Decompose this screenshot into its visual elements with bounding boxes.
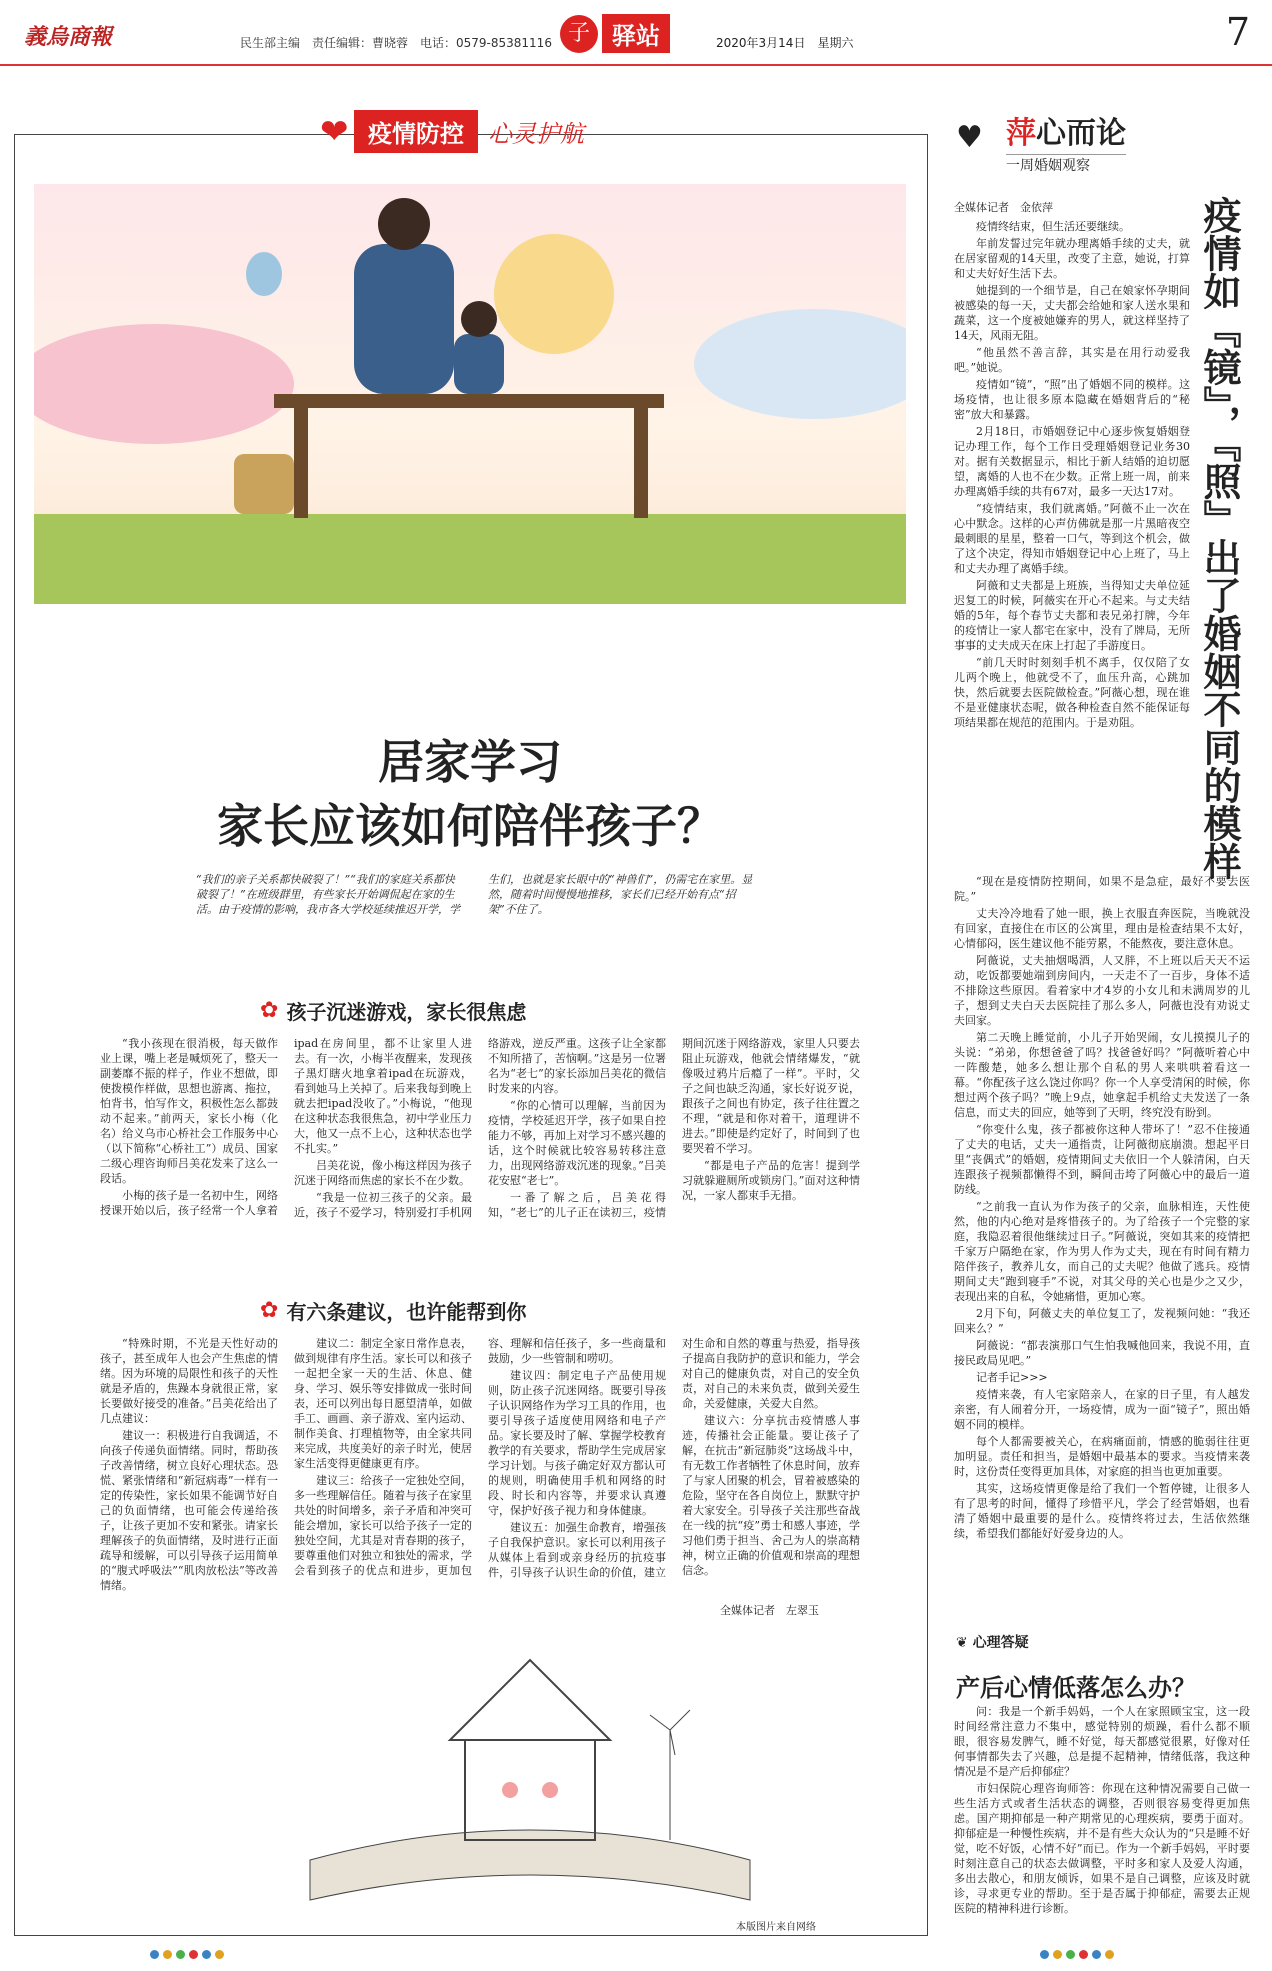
paragraph: 第二天晚上睡觉前，小儿子开始哭闹，女儿摸摸儿子的头说：“弟弟，你想爸爸了吗？找爸爸好吗？”阿薇听着心中一阵酸楚，她多么想让那个自私的男人来哄哄着看这一幕。“你配孩子这么饶过你吗？你一个人享受清闲的时候，你想过两个孩子吗？”晚上9点，她拿起手机给丈夫发送了一条信息，而丈夫的回应，她等到了天明，终究没有盼到。 (954, 1031, 1250, 1119)
headline-line-2: 家长应该如何陪伴孩子？ (217, 799, 723, 853)
article-intro: “我们的亲子关系都快破裂了！”“我们的家庭关系都快破裂了！”在班级群里，有些家长开始调侃起在家的生活。由于疫情的影响，我市各大学校延续推迟开学，学生们，也就是家长眼中的“神兽们”，仍需宅在家里。显然，随着时间慢慢地推移，家长们已经开始有点“招架”不住了。 (196, 873, 753, 916)
subhead-1-text: 孩子沉迷游戏，家长很焦虑 (286, 1000, 527, 1024)
section-2-body (100, 1336, 860, 1596)
paragraph: 建议四：制定电子产品使用规则，防止孩子沉迷网络。既要引导孩子认识网络作为学习工具的作用，也要引导孩子适度使用网络和电子产品。家长要及时了解、掌握学校教育教学的有关要求，帮助学生完成居家学习计划。与孩子确定好双方都认可的规则，明确使用手机和网络的时段、时长和内容等，并要求认真遵守，保护好孩子视力和身体健康。 (488, 1369, 666, 1517)
paragraph: “你的心情可以理解，当前因为疫情，学校延迟开学，孩子如果自控能力不够，再加上对学习不感兴趣的话，这个时候就比较容易转移注意力，出现网络游戏沉迷的现象。”吕美花安慰“老七”。 (488, 1099, 666, 1187)
footer-dots-right (1040, 1950, 1114, 1959)
section-banner (320, 110, 584, 153)
paragraph: 问：我是一个新手妈妈，一个人在家照顾宝宝，这一段时间经常注意力不集中，感觉特别的烦躁，看什么都不顺眼，很容易发脾气，睡不好觉，每天都感觉很累，好像对任何事情都失去了兴趣，总是提不起精神，情绪低落，我这种情况是不是产后抑郁症？ (954, 1705, 1250, 1778)
paragraph: 她提到的一个细节是，自己在娘家怀孕期间被感染的每一天，丈夫都会给她和家人送水果和蔬菜，这一个度被她嫌弃的男人，就这样坚持了14天，风雨无阻。 (954, 284, 1190, 342)
section-name: 驿站 (602, 14, 670, 53)
brush-mark-icon: ✿ (260, 998, 279, 1023)
brush-mark-icon: ✿ (260, 1298, 279, 1323)
subhead-2-text: 有六条建议，也许能帮到你 (286, 1300, 527, 1324)
column-title (1006, 108, 1126, 152)
paragraph: 建议六：分享抗击疫情感人事迹，传播社会正能量。要让孩子了解，在抗击“新冠肺炎”这场战斗中，有无数工作者牺牲了休息时间，放弃了与家人团聚的机会，冒着被感染的危险，坚守在各自岗位上，默默守护着大家安全。引导孩子关注那些奋战在一线的抗“疫”勇士和感人事迹，学习他们勇于担当、舍己为人的崇高精神，树立正确的价值观和崇高的理想信念。 (682, 1414, 860, 1577)
paragraph: “前几天时时刻刻手机不离手，仅仅陪了女儿两个晚上，他就受不了，血压升高，心跳加快，然后就要去医院做检查。”阿薇心想，现在谁不是亚健康状态呢，做各种检查自然不能保证每项结果都在规范的范围内。于是劝阻。 (954, 656, 1190, 729)
paragraph: “他虽然不善言辞，其实是在用行动爱我吧。”她说。 (954, 346, 1190, 374)
column-byline: 全媒体记者 金依萍 (954, 201, 1053, 214)
paragraph: “特殊时期，不光是天性好动的孩子，甚至成年人也会产生焦虑的情绪。因为环境的局限性和孩子的天性就是矛盾的，焦躁本身就很正常，家长要做好接受的准备。”吕美花给出了几点建议： (100, 1337, 278, 1425)
article-byline: 全媒体记者 左翠玉 (720, 1604, 819, 1617)
paragraph: 建议三：给孩子一定独处空间，多一些理解信任。随着与孩子在家里共处的时间增多，亲子矛盾和冲突可能会增加，家长可以给予孩子一定的独处空间，尤其是对青春期的孩子，要尊重他们对独立和独处的需求，学会看到孩子的优点和进步，更加包容、理解和信任孩子，多一些商量和鼓励，少一些管制和唠叨。 (294, 1337, 666, 1577)
page-number: 7 (1225, 10, 1250, 54)
paragraph: “之前我一直认为作为孩子的父亲，血脉相连，天性使然，他的内心绝对是疼惜孩子的。为了给孩子一个完整的家庭，我隐忍着很他继续过日子。”阿薇说，突如其来的疫情把千家万户隔绝在家，作为男人作为丈夫，现在有时间有精力陪伴孩子，教养儿女，而自己的丈夫呢？他做了逃兵。疫情期间丈夫“跑到寝手”不说，对其父母的关心也是少之又少，表现出来的自私，令她痛惜，更加心寒。 (954, 1200, 1250, 1303)
paragraph: 疫情终结束，但生活还要继续。 (976, 220, 1130, 233)
issue-date: 2020年3月14日 星期六 (716, 36, 854, 50)
banner-subtitle: 心灵护航 (488, 120, 584, 148)
paragraph: “你变什么鬼，孩子都被你这种人带坏了！”忍不住接通了丈夫的电话，丈夫一通指责，让阿薇彻底崩溃。想起平日里“丧偶式”的婚姻，疫情期间丈夫依旧一个人躲清闲，白天连跟孩子视频都懒得不到，瞬间击垮了阿薇心中的最后一道防线。 (954, 1123, 1250, 1196)
paragraph: 疫情来袭，有人宅家陪亲人，在家的日子里，有人越发亲密，有人闹着分开，一场疫情，成为一面“镜子”，照出婚姻不同的模样。 (954, 1388, 1250, 1431)
paragraph: 建议一：积极进行自我调适，不向孩子传递负面情绪。同时，帮助孩子改善情绪，树立良好心理状态。恐慌、紧张情绪和“新冠病毒”一样有一定的传染性，家长如果不能调节好自己的负面情绪，也可能会传递给孩子，让孩子更加不安和紧张。请家长理解孩子的负面情绪，及时进行正面疏导和缓解，可以引导孩子运用简单的“腹式呼吸法”“肌肉放松法”等改善情绪。 (100, 1429, 278, 1592)
qa-label-text: 心理答疑 (972, 1635, 1029, 1651)
footer-dots-left (150, 1950, 224, 1959)
subhead-2 (260, 1296, 526, 1325)
column-title-rest: 心而论 (1036, 116, 1126, 151)
paragraph: 阿薇说，丈夫抽烟喝酒，人又胖，不上班以后天天不运动，吃饭都要她端到房间内，一天走不了一百步，身体不适不排除这些原因。看着家中才4岁的小女儿和未满周岁的儿子，想到丈夫白天去医院挂了那么多人，阿薇也没有劝说丈夫回家。 (954, 954, 1250, 1027)
qa-icon: ❦ (956, 1635, 973, 1651)
column-body-bottom (954, 874, 1250, 1543)
book-house-illustration (250, 1600, 810, 1930)
paragraph: 2月下旬，阿薇丈夫的单位复工了，发视频问她：“我还回来么？” (954, 1307, 1250, 1335)
paragraph: 每个人都需要被关心，在病痛面前，情感的脆弱往往更加明显。责任和担当，是婚姻中最基本的要求。当疫情来袭时，这份责任变得更加具体，对家庭的担当也更加重要。 (954, 1435, 1250, 1478)
paragraph: “现在是疫情防控期间，如果不是急症，最好不要去医院。” (954, 875, 1250, 903)
paragraph: “我小孩现在很消极，每天做作业上课，嘴上老是喊烦死了，整天一副萎靡不振的样子，作业不想做，即使拨模作样做，思想也游离、拖拉，怕背书，怕写作文，积极性怎么都鼓动不起来。”前两天，家长小梅（化名）给义乌市心桥社会工作服务中心（以下简称“心桥社工”）成员、国家二级心理咨询师吕美花发来了这么一段话。 (100, 1037, 278, 1185)
heart-icon: ❤ (320, 111, 349, 152)
paragraph: 阿薇说：“都表演那口气生怕我喊他回来，我说不用，直接民政局见吧。” (954, 1339, 1250, 1367)
paragraph: 丈夫冷冷地看了她一眼，换上衣服直奔医院，当晚就没有回家，直接住在市区的公寓里，理由是检查结果不太好，心情郁闷，医生建议他不能劳累，不能熬夜，要注意休息。 (954, 907, 1250, 950)
qa-title: 产后心情低落怎么办？ (956, 1674, 1196, 1702)
paragraph: 建议二：制定全家日常作息表，做到规律有序生活。家长可以和孩子一起把全家一天的生活、休息、健身、学习、娱乐等安排做成一张时间表，还可以列出每日愿望清单，如做手工、画画、亲子游戏、室内运动、制作美食、打理植物等，由全家共同来完成，共度美好的亲子时光，使居家生活变得更健康更有序。 (294, 1337, 472, 1470)
paragraph: “我是一位初三孩子的父亲。最近，孩子不爱学习，特别爱打手机网络游戏，逆反严重。这孩子让全家都不知所措了，苦恼啊。”这是另一位署名为“老七”的家长添加吕美花的微信时发来的内容。 (294, 1037, 666, 1219)
image-credit: 本版图片来自网络 (736, 1922, 816, 1933)
paragraph: 其实，这场疫情更像是给了我们一个暂停键，让很多人有了思考的时间，懂得了珍惜平凡，学会了经营婚姻，也看清了婚姻中最重要的是什么。疫情终将过去，生活依然继续，希望我们都能好好爱身边的人。 (954, 1482, 1250, 1540)
paragraph: 2月18日，市婚姻登记中心逐步恢复婚姻登记办理工作，每个工作日受理婚姻登记业务30对。据有关数据显示，相比于新人结婚的迫切愿望，离婚的人也不在少数。正常上班一周，前来办理离婚手续的共有67对，最多一天达17对。 (954, 425, 1190, 498)
paragraph: 小梅的孩子是一名初中生，网络授课开始以后，孩子经常一个人拿着ipad在房间里，都不让家里人进去。有一次，小梅半夜醒来，发现孩子黑灯瞎火地拿着ipad在玩游戏，看到她马上关掉了。后来我每到晚上就去把ipad没收了。”小梅说，“他现在这种状态我很焦急，初中学业压力大，他又一点不上心，这种状态也学不扎实。” (100, 1037, 472, 1217)
section-1-body (100, 1036, 860, 1276)
paragraph: 年前发誓过完年就办理离婚手续的丈夫，就在居家留观的14天里，改变了主意，她说，打算和丈夫好好生活下去。 (954, 237, 1190, 280)
editor-meta: 民生部主编 责任编辑：曹晓蓉 电话：0579-85381116 (240, 36, 552, 50)
subhead-1 (260, 996, 526, 1025)
paragraph: 记者手记>>> (976, 1371, 1048, 1384)
column-header (956, 108, 1126, 175)
qa-label (956, 1632, 1029, 1652)
paragraph: 一番了解之后，吕美花得知，“老七”的儿子正在读初三，疫情期间沉迷于网络游戏，家里人只要去阻止玩游戏，他就会情绪爆发，“就像吸过鸦片后瘾了一样”。平时，父子之间也缺乏沟通，家长好说歹说，跟孩子之间也有协定，孩子往往置之不理，“就是和你对着干，道理讲不进去。”即使是约定好了，时间到了也要哭着不学习。 (488, 1037, 860, 1219)
page-header (0, 0, 1272, 66)
paragraph: “疫情结束，我们就离婚。”阿薇不止一次在心中默念。这样的心声仿佛就是那一片黑暗夜空最刺眼的星星，整着一口气，等到这个机会，做了这个决定，得知市婚姻登记中心上班了，马上和丈夫办理了离婚手续。 (954, 502, 1190, 575)
paragraph: 吕美花说，像小梅这样因为孩子沉迷于网络而焦虑的家长不在少数。 (294, 1159, 472, 1187)
newspaper-name: 義烏商報 (24, 24, 113, 50)
banner-title: 疫情防控 (354, 110, 478, 153)
qa-body (954, 1704, 1250, 1918)
hero-illustration (34, 184, 906, 604)
headline-line-1: 居家学习 (378, 735, 562, 789)
main-headline (34, 730, 906, 858)
column-vertical-title: 疫情如『镜』，『照』出了婚姻不同的模样 (1197, 196, 1241, 880)
column-body-top (954, 200, 1190, 732)
paragraph: 疫情如“镜”，“照”出了婚姻不同的模样。这场疫情，也让很多原本隐藏在婚姻背后的“秘密”放大和暴露。 (954, 378, 1190, 421)
paragraph: “都是电子产品的危害！提到学习就躲避厕所或锁房门。”面对这种情况，一家人都束手无措。 (682, 1159, 860, 1202)
column-subtitle: 一周婚姻观察 (1006, 154, 1126, 175)
column-title-prefix: 萍 (1006, 116, 1036, 151)
paragraph: 阿薇和丈夫都是上班族，当得知丈夫单位延迟复工的时候，阿薇实在开心不起来。与丈夫结婚的5年，每个春节丈夫都和表兄弟打牌，今年的疫情让一家人都宅在家中，没有了牌局，无所事事的丈夫成天在床上打起了手游度日。 (954, 579, 1190, 652)
section-logo-icon: 子 (560, 15, 598, 53)
section-logo (560, 14, 670, 53)
paragraph: 建议五：加强生命教育，增强孩子自我保护意识。家长可以利用孩子从媒体上看到或亲身经历的抗疫事件，引导孩子认识生命的价值，建立对生命和自然的尊重与热爱，指导孩子提高自我防护的意识和能力，学会对自己的健康负责，对自己的安全负责，对自己的未来负责，做到关爱生命，关爱健康，关爱大自然。 (488, 1337, 860, 1579)
paragraph: 市妇保院心理咨询师答：你现在这种情况需要自己做一些生活方式或者生活状态的调整，否则很容易变得更加焦虑。国产期抑郁是一种产期常见的心理疾病，要勇于面对。抑郁症是一种慢性疾病，并不是有些大众认为的“只是睡不好觉，吃不好饭，心情不好”而已。作为一个新手妈妈，平时要时刻注意自己的状态去做调整，平时多和家人及爱人沟通，多出去散心，和朋友倾诉，如果不是自己调整，应该及时就诊，寻求更专业的帮助。至于是否属于抑郁症，需要去正规医院的精神科进行诊断。 (954, 1782, 1250, 1915)
couple-icon: ♥ (956, 119, 983, 155)
